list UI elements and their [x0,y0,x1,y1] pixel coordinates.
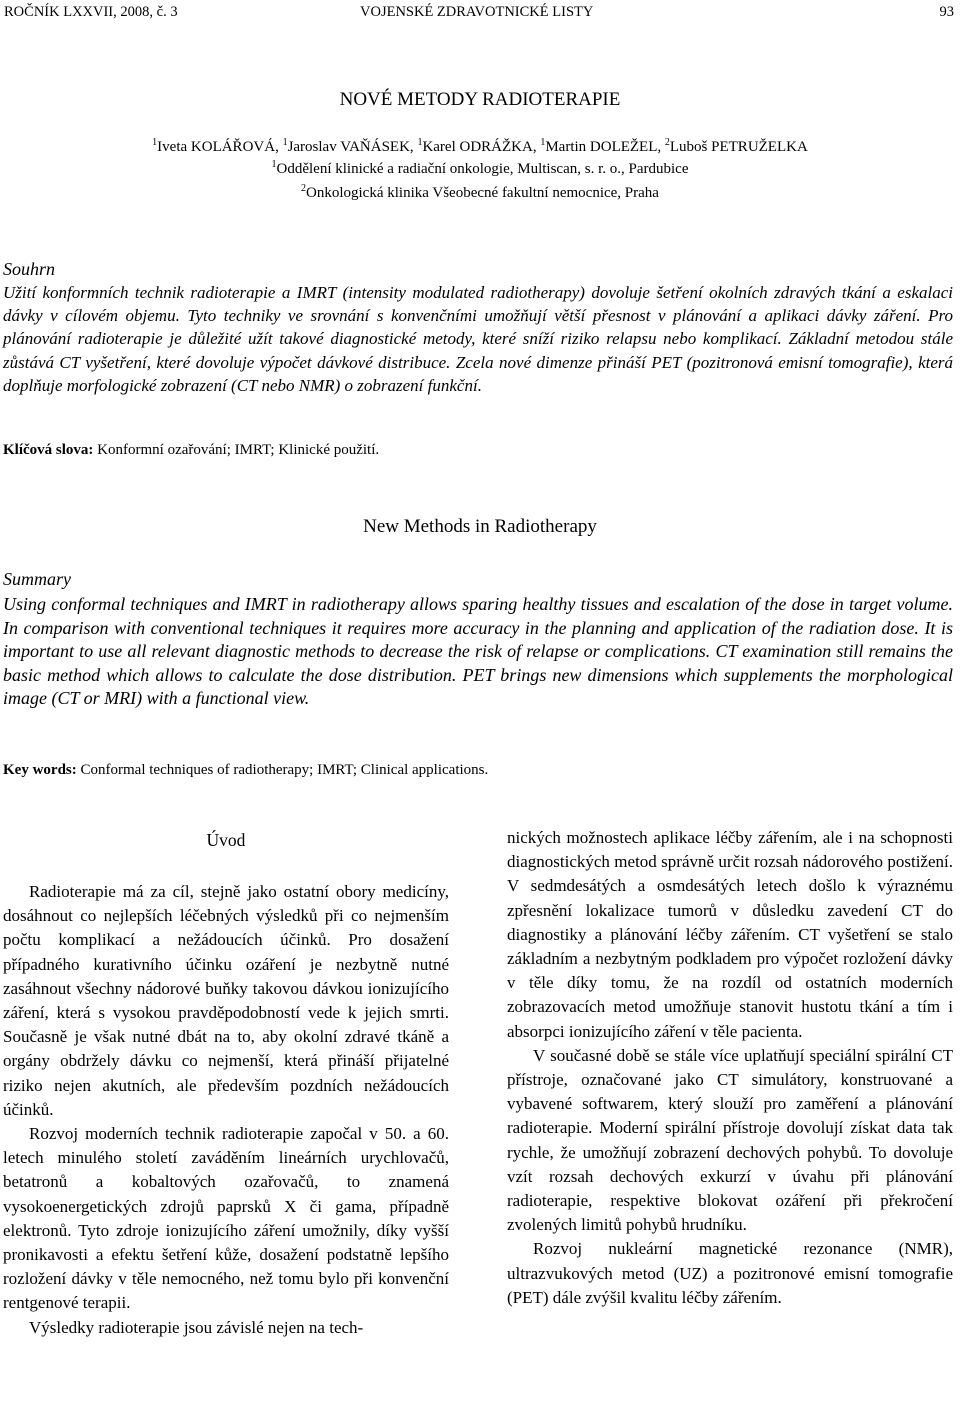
column-right [507,826,953,1310]
author-name: Luboš PETRUŽELKA [669,139,808,155]
paragraph: Rozvoj moderních technik radioterapie započal v 50. a 60. letech minulého století zaváděním lineárních urychlovačů, betatronů a kobaltových ozařovačů, to znamená vysokoenergetických zdrojů paprsků X či gama, případně elektronů. Tyto zdroje ionizujícího záření umožnily, díky vyšší pronikavosti a efektu šetření kůže, dosažení podstatně lepšího rozložení dávky v těle nemocného, než tomu bylo při konvenční rentgenové terapii. [3,1124,449,1313]
paragraph: V současné době se stále více uplatňují speciální spirální CT přístroje, označované jako CT simulátory, konstruované a vybavené softwarem, který slouží pro zaměření a plánování radioterapie. Moderní spirální přístroje dovolují získat data tak rychle, že umožňují zobrazení dechových pohybů. To dovoluje vzít rozsah dechových exkurzí v úvahu při plánování radioterapie, respektive blokovat ozáření při překročení zvolených limitů pohybů hrudníku. [507,1045,953,1235]
journal-name: VOJENSKÉ ZDRAVOTNICKÉ LISTY [360,4,594,20]
affiliation-2 [0,183,960,203]
column-left [3,826,449,1340]
summary-text: Using conformal techniques and IMRT in radiotherapy allows sparing healthy tissues and escalation of the dose in target volume. In comparison with conventional techniques it requires more accuracy in the planning and application of the radiation dose. It is important to use all relevant diagnostic methods to decrease the risk of relapse or complications. CT examination still remains the basic method which allows to calculate the dose distribution. PET brings new dimensions which supplements the morphological image (CT or MRI) with a functional view. [3,594,953,708]
running-head [4,4,954,26]
author-sup: 2 [664,137,670,148]
paragraph: Radioterapie má za cíl, stejně jako ostatní obory medicíny, dosáhnout co nejlepších léčebných výsledků při co nejmenším počtu komplikací a nežádoucích účinků. Pro dosažení případného kurativního účinku ozáření je nezbytně nutné zasáhnout všechny nádorové buňky takovou dávkou ionizujícího záření, která s vysokou pravděpodobností vede k jejich smrti. Současně je však nutné dbát na to, aby okolní zdravé tkáně a orgány obdržely dávku co nejmenší, která přináší přijatelné riziko nejen akutních, ale především pozdních nežádoucích účinků. [3,882,449,1119]
author-sup: 1 [152,137,158,148]
author-name: Karel ODRÁŽKA, [422,139,541,155]
keywords-cz-label: Klíčová slova: [3,442,94,458]
keywords-en-label: Key words: [3,762,77,778]
affiliation-sup: 1 [271,159,277,170]
intro-heading: Úvod [206,830,246,850]
keywords-cz [3,442,379,459]
english-title: New Methods in Radiotherapy [363,516,597,537]
page-number: 93 [939,4,954,20]
author-name: Martin DOLEŽEL, [545,139,665,155]
affiliation-text: Oddělení klinické a radiační onkologie, Multiscan, s. r. o., Pardubice [276,161,689,177]
paragraph: Rozvoj nukleární magnetické rezonance (NMR), ultrazvukových metod (UZ) a pozitronové emisní tomografie (PET) dále zvýšil kvalitu léčby zářením. [507,1239,953,1307]
souhrn-heading: Souhrn [3,259,56,279]
affiliation-text: Onkologická klinika Všeobecné fakultní nemocnice, Praha [306,185,659,201]
keywords-cz-text: Konformní ozařování; IMRT; Klinické použití. [93,442,380,458]
author-sup: 1 [540,137,546,148]
keywords-en [3,762,488,779]
author-sup: 1 [417,137,423,148]
author-name: Jaroslav VAŇÁSEK, [287,139,418,155]
keywords-en-text: Conformal techniques of radiotherapy; IMRT; Clinical applications. [76,762,489,778]
paragraph: nických možnostech aplikace léčby zářením, ale i na schopnosti diagnostických metod správně určit rozsah nádorového postižení. V sedmdesátých a osmdesátých letech došlo k výraznému zpřesnění lokalizace tumorů v důsledku zavedení CT do diagnostiky a plánování léčby zářením. CT vyšetření se stalo základním a nezbytným podkladem pro výpočet rozložení dávky v těle díky tomu, že na rozdíl od ostatních moderních zobrazovacích metod umožňuje stanovit hustotu tkání a tím i absorpci ionizujícího záření v těle pacienta. [507,828,953,1041]
author-list [0,137,960,157]
article-title: NOVÉ METODY RADIOTERAPIE [339,89,621,110]
author-sup: 1 [282,137,288,148]
paragraph: Výsledky radioterapie jsou závislé nejen na tech- [29,1317,364,1337]
summary-heading: Summary [3,569,71,589]
affiliation-sup: 2 [301,183,307,194]
affiliation-1 [0,159,960,179]
author-name: Iveta KOLÁŘOVÁ, [157,139,283,155]
journal-volume: ROČNÍK LXXVII, 2008, č. 3 [4,4,178,20]
souhrn-text: Užití konformních technik radioterapie a IMRT (intensity modulated radiotherapy) dovoluje šetření okolních zdravých tkání a eskalaci dávky v cílovém objemu. Tyto techniky ve srovnání s konvenčními umožňují větší přesnost v plánování a aplikaci dávky záření. Pro plánování radioterapie je důležité užít takové diagnostické metody, které sníží riziko relapsu nebo komplikací. Základní metodou stále zůstává CT vyšetření, které dovoluje výpočet dávkové distribuce. Zcela nové dimenze přináší PET (pozitronová emisní tomografie), která doplňuje morfologické zobrazení (CT nebo NMR) o zobrazení funkční. [3,283,953,395]
